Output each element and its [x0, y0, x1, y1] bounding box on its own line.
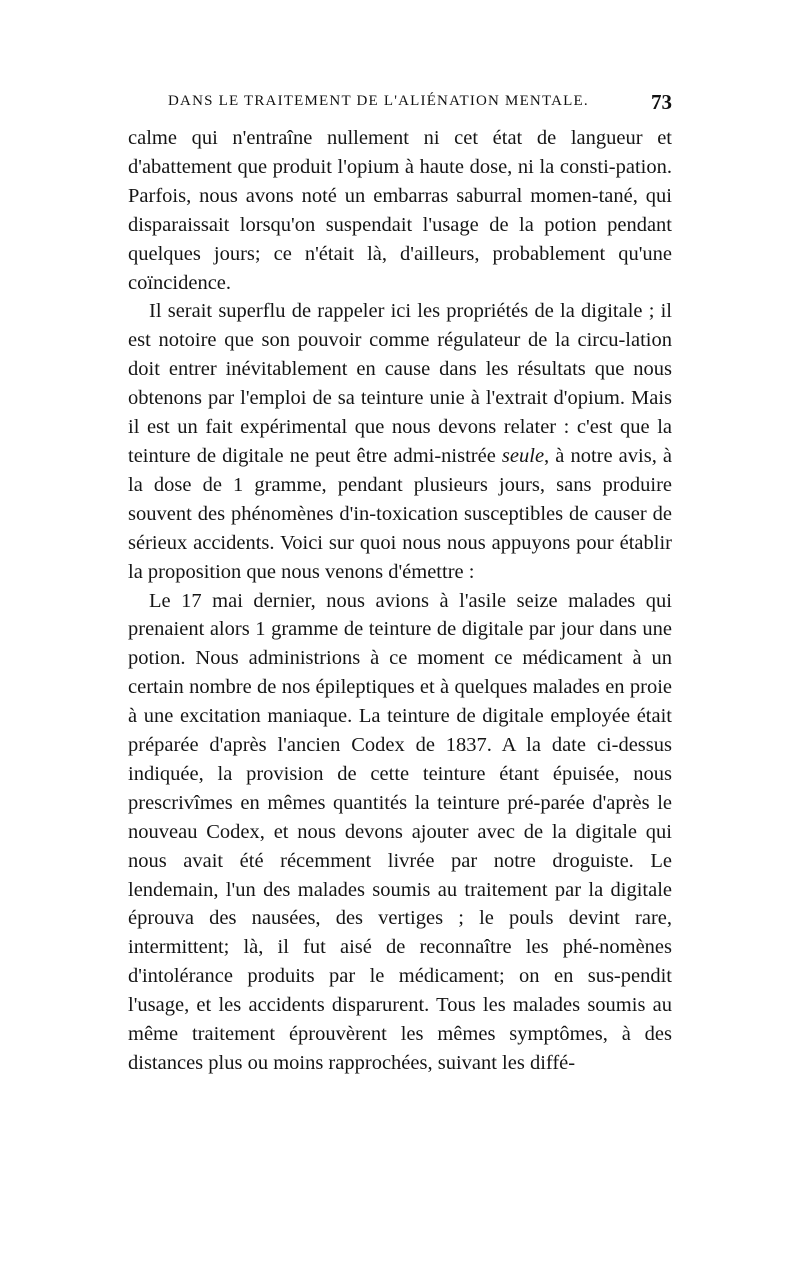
paragraph-continuation: calme qui n'entraîne nullement ni cet état de langueur et d'abattement que produit l'opium à haute dose, ni la consti-pation. Parfois, nous avons noté un embarras saburral momen-tané, qui disparaissait lorsqu'on suspendait l'usage de la potion pendant quelques jours; ce n'était là, d'ailleurs, probablement qu'une coïncidence.	[128, 127, 672, 294]
page-header	[128, 90, 672, 121]
body-text	[128, 124, 672, 1078]
page-number: 73	[651, 90, 672, 114]
italic-word: seule	[501, 444, 545, 467]
paragraph-digitale	[128, 297, 672, 586]
running-title: DANS LE TRAITEMENT DE L'ALIÉNATION MENTALE.	[168, 93, 589, 109]
paragraph-text-end: , à notre avis, à la dose de 1 gramme, pendant plusieurs jours, sans produire souvent des phénomènes d'in-toxication susceptibles de causer de sérieux accidents. Voici sur quoi nous nous appuyons pour établir la proposition que nous venons d'émettre :	[128, 444, 673, 583]
paragraph-case-report: Le 17 mai dernier, nous avions à l'asile seize malades qui prenaient alors 1 gramme de teinture de digitale par jour dans une potion. Nous administrions à ce moment ce médicament à un certain nombre de nos épileptiques et à quelques malades en proie à une excitation maniaque. La teinture de digitale employée était préparée d'après l'ancien Codex de 1837. A la date ci-dessus indiquée, la provision de cette teinture étant épuisée, nous prescrivîmes en mêmes quantités la teinture pré-parée d'après le nouveau Codex, et nous devons ajouter avec de la digitale qui nous avait été récemment livrée par notre droguiste. Le lendemain, l'un des malades soumis au traitement par la digitale éprouva des nausées, des vertiges ; le pouls devint rare, intermittent; là, il fut aisé de reconnaître les phé-nomènes d'intolérance produits par le médicament; on en sus-pendit l'usage, et les accidents disparurent. Tous les malades soumis au même traitement éprouvèrent les mêmes symptômes, à des distances plus ou moins rapprochées, suivant les diffé-	[128, 589, 672, 1074]
paragraph-text-start: Il serait superflu de rappeler ici les propriétés de la digitale ; il est notoire que son pouvoir comme régulateur de la circu-lation doit entrer inévitablement en cause dans les résultats que nous obtenons par l'emploi de sa teinture unie à l'extrait d'opium. Mais il est un fait expérimental que nous devons relater : c'est que la teinture de digitale ne peut être admi-nistrée	[128, 300, 672, 467]
